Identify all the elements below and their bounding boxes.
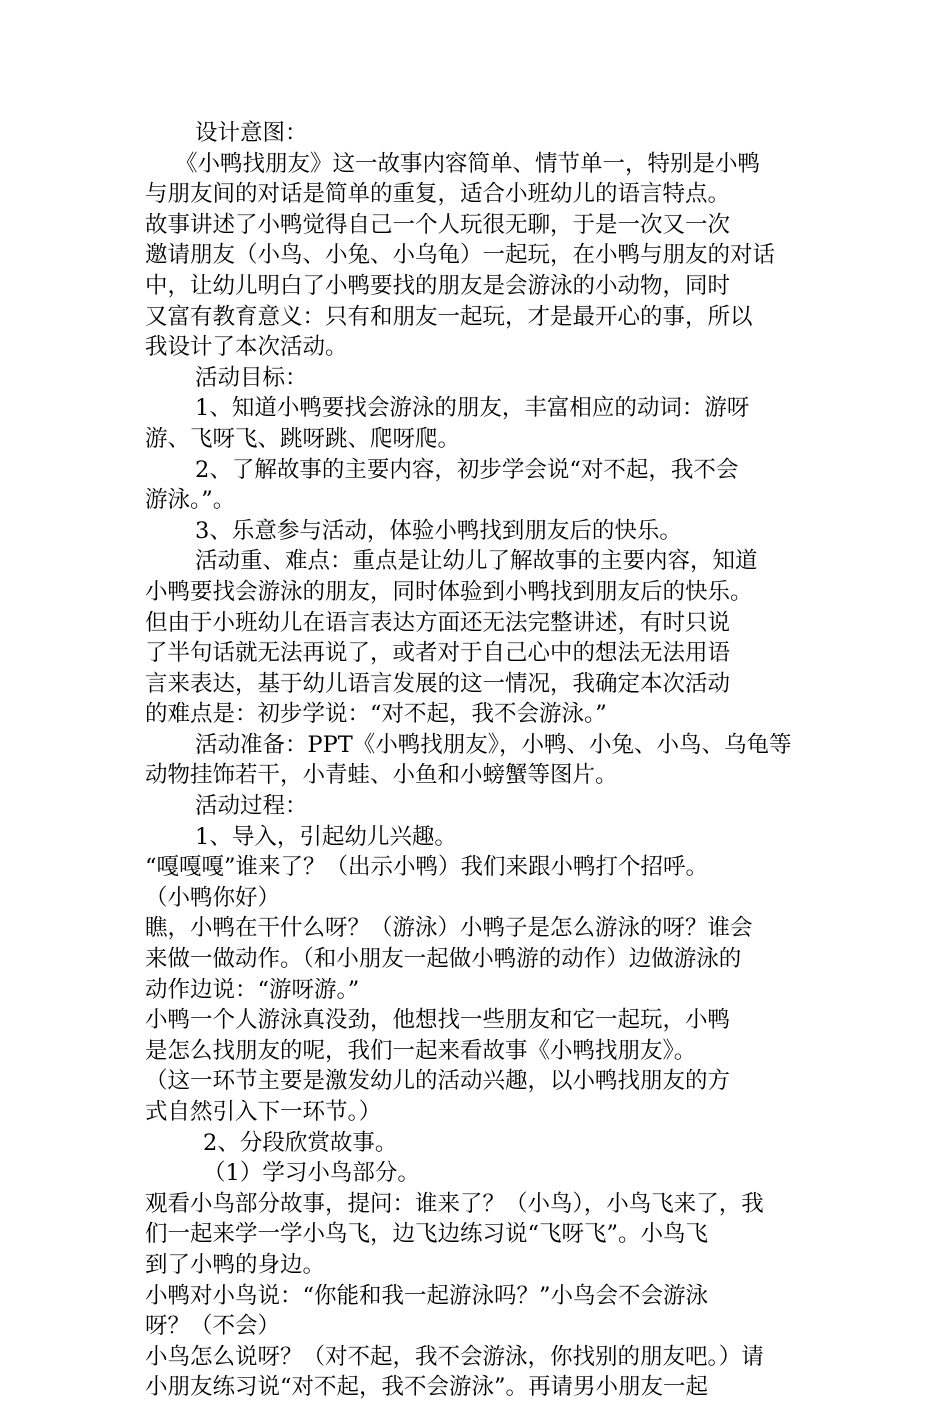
- paragraph-line: 小鸭一个人游泳真没劲，他想找一些朋友和它一起玩，小鸭: [145, 1007, 731, 1034]
- paragraph-line: 小鸭对小鸟说：“你能和我一起游泳吗？”小鸟会不会游泳: [145, 1282, 709, 1309]
- paragraph-line: 的难点是：初步学说：“对不起，我不会游泳。”: [145, 701, 607, 728]
- paragraph-line: 到了小鸭的身边。: [145, 1251, 326, 1278]
- paragraph-line: 游、飞呀飞、跳呀跳、爬呀爬。: [145, 425, 461, 452]
- paragraph-line: （这一环节主要是激发幼儿的活动兴趣，以小鸭找朋友的方: [145, 1068, 731, 1095]
- paragraph-line: 言来表达，基于幼儿语言发展的这一情况，我确定本次活动: [145, 670, 731, 697]
- paragraph-line: 2、了解故事的主要内容，初步学会说“对不起，我不会: [195, 456, 739, 483]
- heading-design-intent: 设计意图：: [195, 120, 308, 146]
- paragraph-line: 1、导入，引起幼儿兴趣。: [195, 823, 457, 850]
- paragraph-line: 是怎么找朋友的呢，我们一起来看故事《小鸭找朋友》。: [145, 1037, 697, 1064]
- subheading-story-sections: 2、分段欣赏故事。: [203, 1129, 398, 1156]
- paragraph-line: “嘎嘎嘎”谁来了？（出示小鸭）我们来跟小鸭打个招呼。: [145, 854, 709, 881]
- subheading-bird-part: （1）学习小鸟部分。: [203, 1160, 420, 1187]
- paragraph-line: 1、知道小鸭要找会游泳的朋友，丰富相应的动词：游呀: [195, 395, 750, 422]
- paragraph-line: 观看小鸟部分故事，提问：谁来了？（小鸟），小鸟飞来了，我: [145, 1190, 764, 1217]
- heading-objectives: 活动目标：: [195, 364, 308, 391]
- document-body: [145, 118, 810, 1403]
- heading-key-points: 活动重、难点：重点是让幼儿了解故事的主要内容，知道: [195, 548, 758, 575]
- paragraph-line: 邀请朋友（小鸟、小兔、小乌龟）一起玩，在小鸭与朋友的对话: [145, 242, 776, 269]
- paragraph-line: 我设计了本次活动。: [145, 334, 348, 361]
- paragraph-line: 动作边说：“游呀游。”: [145, 976, 360, 1003]
- paragraph-line: 游泳。”。: [145, 487, 236, 514]
- paragraph-line: 瞧，小鸭在干什么呀？（游泳）小鸭子是怎么游泳的呀？谁会: [145, 915, 753, 942]
- heading-preparation: 活动准备：PPT《小鸭找朋友》，小鸭、小兔、小鸟、乌龟等: [195, 731, 792, 758]
- paragraph-line: 与朋友间的对话是简单的重复，适合小班幼儿的语言特点。: [145, 181, 731, 208]
- paragraph-line: 动物挂饰若干，小青蛙、小鱼和小螃蟹等图片。: [145, 762, 618, 789]
- heading-process: 活动过程：: [195, 793, 308, 820]
- paragraph-line: 小鸭要找会游泳的朋友，同时体验到小鸭找到朋友后的快乐。: [145, 578, 753, 605]
- paragraph-line: 式自然引入下一环节。）: [145, 1099, 382, 1125]
- paragraph-line: 故事讲述了小鸭觉得自己一个人玩很无聊，于是一次又一次: [145, 211, 731, 238]
- paragraph-line: 小朋友练习说“对不起，我不会游泳”。再请男小朋友一起: [145, 1374, 709, 1401]
- paragraph-line: 中，让幼儿明白了小鸭要找的朋友是会游泳的小动物，同时: [145, 272, 731, 299]
- paragraph-line: 了半句话就无法再说了，或者对于自己心中的想法无法用语: [145, 640, 731, 667]
- paragraph-line: 来做一做动作。（和小朋友一起做小鸭游的动作）边做游泳的: [145, 946, 742, 973]
- paragraph-line: （小鸭你好）: [145, 884, 281, 911]
- paragraph-line: 3、乐意参与活动，体验小鸭找到朋友后的快乐。: [195, 517, 682, 544]
- paragraph-line: 小鸟怎么说呀？（对不起，我不会游泳，你找别的朋友吧。）请: [145, 1343, 764, 1370]
- paragraph-line: 呀？（不会）: [145, 1313, 281, 1340]
- paragraph-line: 们一起来学一学小鸟飞，边飞边练习说“飞呀飞”。小鸟飞: [145, 1221, 709, 1248]
- paragraph-line: 但由于小班幼儿在语言表达方面还无法完整讲述，有时只说: [145, 609, 731, 636]
- paragraph-line: 又富有教育意义：只有和朋友一起玩，才是最开心的事，所以: [145, 303, 753, 330]
- paragraph-line: 《小鸭找朋友》这一故事内容简单、情节单一，特别是小鸭: [175, 150, 761, 177]
